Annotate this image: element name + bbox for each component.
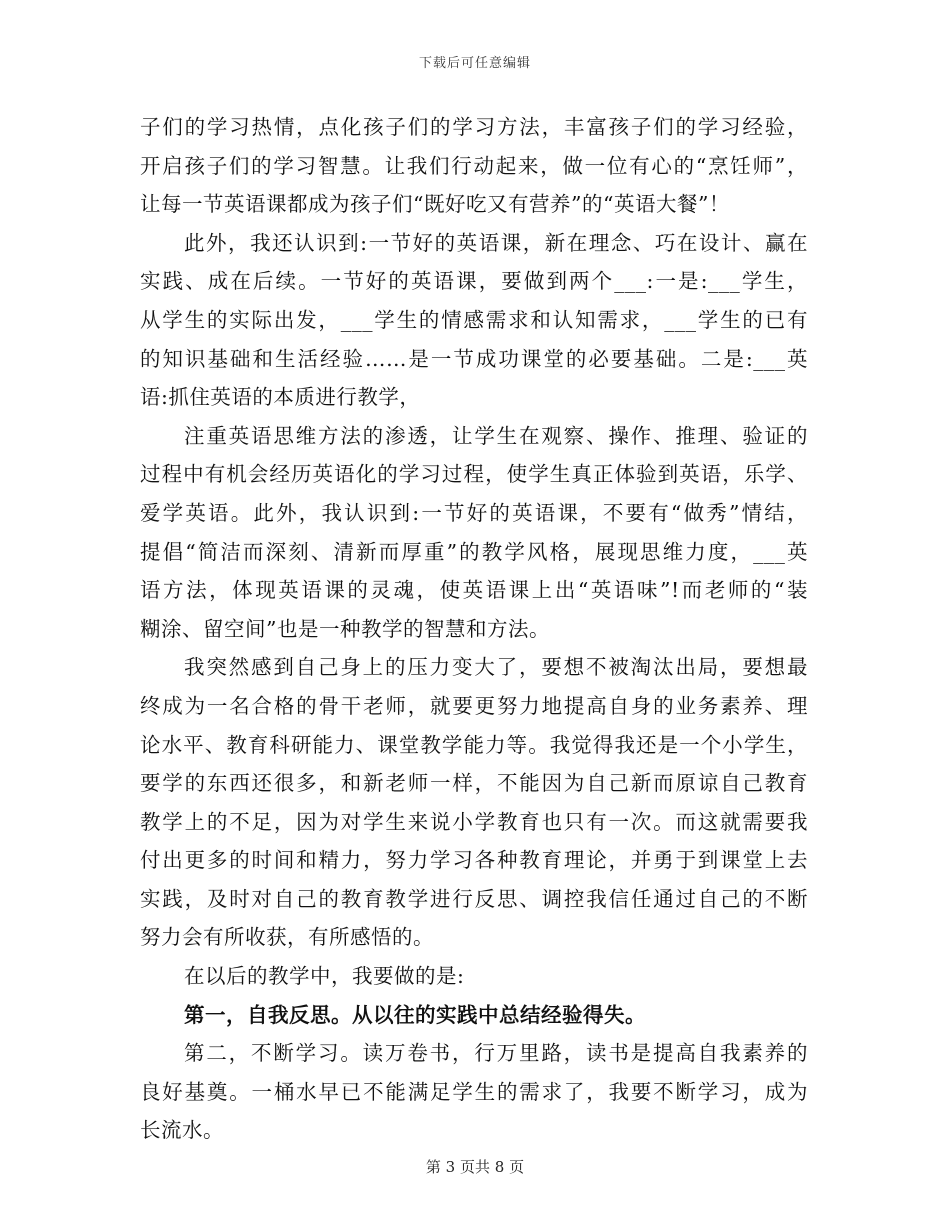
page-header: 下载后可任意编辑 — [418, 56, 531, 71]
page-footer: 第 3 页共 8 页 — [425, 1158, 525, 1176]
text-line: 实践，及时对自己的教育教学进行反思、调控我信任通过自己的不断 — [140, 886, 808, 911]
text-line: 此外，我还认识到:一节好的英语课，新在理念、巧在设计、赢在 — [184, 230, 808, 255]
text-line-bold: 第一，自我反思。从以往的实践中总结经验得失。 — [184, 1002, 646, 1027]
text-line: 教学上的不足，因为对学生来说小学教育也只有一次。而这就需要我 — [140, 809, 808, 834]
text-line: 爱学英语。此外，我认识到:一节好的英语课，不要有“做秀”情结， — [140, 500, 808, 525]
text-line: 论水平、教育科研能力、课堂教学能力等。我觉得我还是一个小学生， — [140, 732, 808, 757]
text-line: 糊涂、留空间”也是一种教学的智慧和方法。 — [140, 616, 550, 641]
text-line: 让每一节英语课都成为孩子们“既好吃又有营养”的“英语大餐”！ — [140, 192, 730, 217]
text-line: 要学的东西还很多，和新老师一样，不能因为自己新而原谅自己教育 — [140, 771, 808, 796]
text-line: 长流水。 — [140, 1118, 224, 1143]
text-line: 努力会有所收获，有所感悟的。 — [140, 925, 434, 950]
text-line: 第二，不断学习。读万卷书，行万里路，读书是提高自我素养的 — [184, 1041, 808, 1066]
text-line: 语:抓住英语的本质进行教学， — [140, 385, 421, 410]
text-line: 付出更多的时间和精力，努力学习各种教育理论，并勇于到课堂上去 — [140, 848, 808, 873]
text-line: 实践、成在后续。一节好的英语课，要做到两个___:一是:___学生， — [140, 269, 808, 294]
text-line: 子们的学习热情，点化孩子们的学习方法，丰富孩子们的学习经验， — [140, 115, 808, 139]
text-line: 语方法，体现英语课的灵魂，使英语课上出“英语味”!而老师的“装 — [140, 578, 808, 603]
document-body — [140, 108, 808, 1150]
text-line: 过程中有机会经历英语化的学习过程，使学生真正体验到英语，乐学、 — [140, 462, 808, 487]
text-line: 终成为一名合格的骨干老师，就要更努力地提高自身的业务素养、理 — [140, 693, 808, 718]
text-line: 从学生的实际出发，___学生的情感需求和认知需求，___学生的已有 — [140, 307, 808, 332]
text-line: 开启孩子们的学习智慧。让我们行动起来，做一位有心的“烹饪师”， — [140, 153, 808, 178]
text-line: 良好基奠。一桶水早已不能满足学生的需求了，我要不断学习，成为 — [140, 1079, 808, 1104]
text-line: 注重英语思维方法的渗透，让学生在观察、操作、推理、验证的 — [184, 423, 808, 448]
text-line: 我突然感到自己身上的压力变大了，要想不被淘汰出局，要想最 — [184, 655, 808, 680]
text-line: 提倡“简洁而深刻、清新而厚重”的教学风格，展现思维力度，___英 — [140, 539, 808, 564]
text-line: 的知识基础和生活经验……是一节成功课堂的必要基础。二是:___英 — [140, 346, 808, 371]
text-line: 在以后的教学中，我要做的是: — [184, 964, 465, 989]
